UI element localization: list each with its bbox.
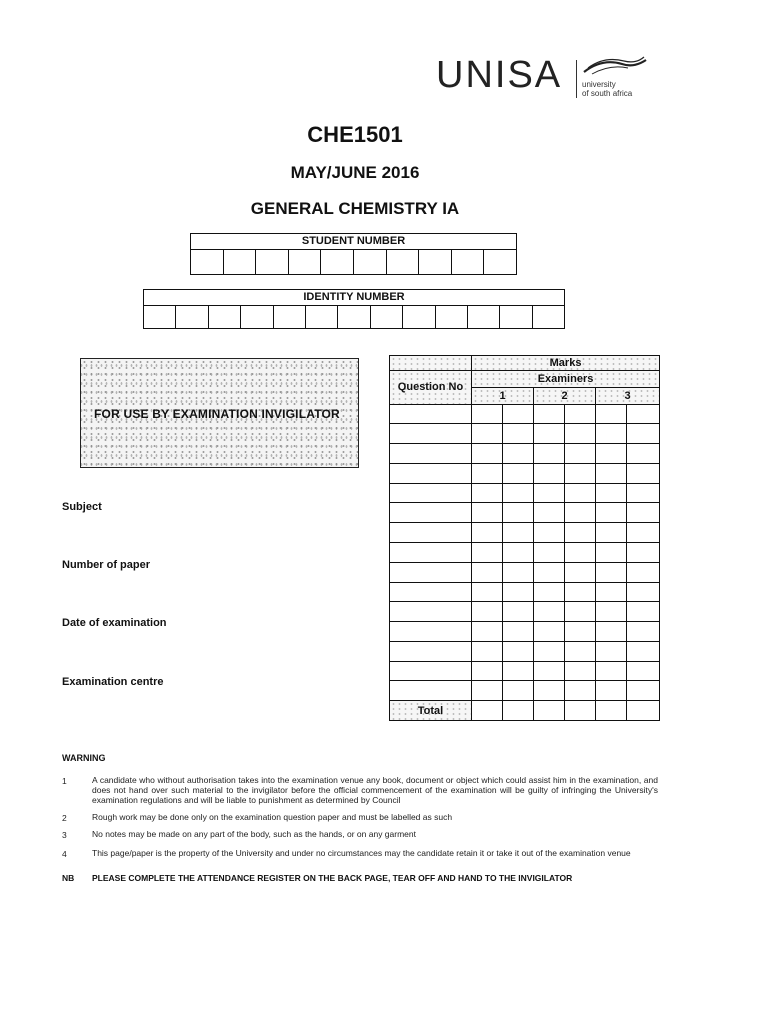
mark-cell[interactable] [472,582,503,602]
warning-title: WARNING [62,753,106,763]
warning-item-number: 2 [62,813,67,823]
marks-row [390,641,660,661]
mark-cell[interactable] [472,543,503,563]
mark-cell[interactable] [627,463,660,483]
question-no-cell[interactable] [390,424,472,444]
logo-subtitle [582,80,632,98]
logo-subline-1: university [582,80,616,89]
mark-cell[interactable] [472,641,503,661]
mark-cell[interactable] [472,424,503,444]
mark-cell[interactable] [627,444,660,464]
identity-number-cell[interactable] [436,306,468,328]
nb-label: NB [62,873,75,883]
marks-row [390,503,660,523]
mark-cell[interactable] [627,424,660,444]
examiner-1-header: 1 [472,388,534,404]
unisa-logo-icon [582,52,648,76]
identity-number-cell[interactable] [403,306,435,328]
examiner-2-header: 2 [534,388,596,404]
marks-header: Marks [472,356,660,371]
identity-number-cell[interactable] [371,306,403,328]
question-no-cell[interactable] [390,582,472,602]
mark-cell[interactable] [472,444,503,464]
question-no-cell[interactable] [390,463,472,483]
mark-cell[interactable] [503,681,534,701]
subject-label: Subject [62,501,102,513]
mark-cell[interactable] [627,582,660,602]
mark-cell[interactable] [596,483,627,503]
question-no-cell[interactable] [390,503,472,523]
warning-item-text: This page/paper is the property of the University and under no circumstances may the candidate retain it or take it out of the examination venue [92,848,631,858]
question-no-cell[interactable] [390,483,472,503]
mark-cell[interactable] [565,562,596,582]
total-mark-cell[interactable] [472,701,503,721]
mark-cell[interactable] [472,404,503,424]
student-number-cell[interactable] [256,250,289,274]
mark-cell[interactable] [565,523,596,543]
identity-number-label: IDENTITY NUMBER [144,290,564,306]
warning-item-text: No notes may be made on any part of the body, such as the hands, or on any garment [92,829,416,839]
question-no-cell[interactable] [390,661,472,681]
mark-cell[interactable] [565,483,596,503]
identity-number-cell[interactable] [338,306,370,328]
identity-number-cell[interactable] [176,306,208,328]
question-no-cell[interactable] [390,602,472,622]
mark-cell[interactable] [534,503,565,523]
mark-cell[interactable] [627,681,660,701]
marks-row [390,562,660,582]
mark-cell[interactable] [565,444,596,464]
logo-divider [576,60,577,98]
mark-cell[interactable] [565,503,596,523]
mark-cell[interactable] [472,681,503,701]
mark-cell[interactable] [565,582,596,602]
total-label: Total [390,701,472,721]
mark-cell[interactable] [596,404,627,424]
mark-cell[interactable] [503,641,534,661]
number-of-paper-label: Number of paper [62,559,151,571]
mark-cell[interactable] [503,622,534,642]
question-no-cell[interactable] [390,543,472,563]
identity-number-cell[interactable] [500,306,532,328]
examiners-header: Examiners [472,371,660,388]
identity-number-box [143,289,565,329]
examination-centre-label: Examination centre [62,676,164,688]
mark-cell[interactable] [534,562,565,582]
course-name: GENERAL CHEMISTRY IA [250,199,460,218]
mark-cell[interactable] [534,622,565,642]
question-no-cell[interactable] [390,562,472,582]
mark-cell[interactable] [503,582,534,602]
mark-cell[interactable] [503,424,534,444]
student-number-cell[interactable] [321,250,354,274]
question-no-cell[interactable] [390,444,472,464]
mark-cell[interactable] [596,641,627,661]
date-of-examination-label: Date of examination [62,617,167,629]
mark-cell[interactable] [472,661,503,681]
mark-cell[interactable] [534,641,565,661]
mark-cell[interactable] [627,562,660,582]
mark-cell[interactable] [565,463,596,483]
mark-cell[interactable] [596,681,627,701]
mark-cell[interactable] [534,681,565,701]
question-no-cell[interactable] [390,622,472,642]
mark-cell[interactable] [503,523,534,543]
marks-row [390,622,660,642]
mark-cell[interactable] [596,661,627,681]
question-no-header: Question No [390,371,472,404]
marks-row [390,661,660,681]
marks-row [390,444,660,464]
mark-cell[interactable] [472,562,503,582]
marks-row [390,523,660,543]
warning-item-number: 3 [62,830,67,840]
course-code: CHE1501 [307,122,403,147]
mark-cell[interactable] [534,404,565,424]
total-mark-cell[interactable] [596,701,627,721]
mark-cell[interactable] [627,602,660,622]
student-number-cell[interactable] [289,250,322,274]
mark-cell[interactable] [565,641,596,661]
question-no-cell[interactable] [390,523,472,543]
identity-number-cell[interactable] [274,306,306,328]
total-mark-cell[interactable] [534,701,565,721]
unisa-logo-text: UNISA [436,54,563,96]
exam-session: MAY/JUNE 2016 [290,163,420,182]
mark-cell[interactable] [503,463,534,483]
logo-subline-2: of south africa [582,89,633,98]
identity-number-cell[interactable] [533,306,564,328]
mark-cell[interactable] [627,622,660,642]
mark-cell[interactable] [596,622,627,642]
identity-number-cell[interactable] [209,306,241,328]
mark-cell[interactable] [503,602,534,622]
student-number-cell[interactable] [354,250,387,274]
marks-row [390,681,660,701]
warning-item-number: 1 [62,776,67,786]
mark-cell[interactable] [503,562,534,582]
mark-cell[interactable] [472,463,503,483]
mark-cell[interactable] [565,543,596,563]
warning-item-text: Rough work may be done only on the examination question paper and must be labelled as such [92,812,453,822]
marks-row [390,582,660,602]
marks-row [390,404,660,424]
mark-cell[interactable] [596,602,627,622]
mark-cell[interactable] [503,404,534,424]
mark-cell[interactable] [472,602,503,622]
student-number-label: STUDENT NUMBER [191,234,516,250]
mark-cell[interactable] [503,661,534,681]
mark-cell[interactable] [627,523,660,543]
warning-item-number: 4 [62,849,67,859]
mark-cell[interactable] [627,543,660,563]
mark-cell[interactable] [503,444,534,464]
invigilator-label: FOR USE BY EXAMINATION INVIGILATOR [94,407,340,421]
total-mark-cell[interactable] [627,701,660,721]
mark-cell[interactable] [534,602,565,622]
mark-cell[interactable] [472,483,503,503]
nb-text: PLEASE COMPLETE THE ATTENDANCE REGISTER ON THE BACK PAGE, TEAR OFF AND HAND TO THE INVIGILATOR [92,873,573,883]
question-no-cell[interactable] [390,404,472,424]
total-mark-cell[interactable] [503,701,534,721]
mark-cell[interactable] [596,503,627,523]
student-number-cell[interactable] [452,250,485,274]
student-number-cell[interactable] [387,250,420,274]
mark-cell[interactable] [534,424,565,444]
mark-cell[interactable] [627,641,660,661]
mark-cell[interactable] [627,404,660,424]
student-number-cell[interactable] [484,250,516,274]
warning-item-text: A candidate who without authorisation takes into the examination venue any book, document or object which could assist him in the examination, and does not hand over such material to the invigilator before the official commencement of the examination will be guilty of infringing the University's examination regulations and will be liable to punishment as determined by Council [92,775,658,805]
mark-cell[interactable] [472,503,503,523]
mark-cell[interactable] [472,523,503,543]
mark-cell[interactable] [596,463,627,483]
marks-row [390,463,660,483]
student-number-cell[interactable] [191,250,224,274]
student-number-box [190,233,517,275]
student-number-cell[interactable] [224,250,257,274]
mark-cell[interactable] [534,582,565,602]
mark-cell[interactable] [534,463,565,483]
marks-row [390,602,660,622]
mark-cell[interactable] [627,661,660,681]
identity-number-cell[interactable] [468,306,500,328]
mark-cell[interactable] [627,503,660,523]
mark-cell[interactable] [565,681,596,701]
mark-cell[interactable] [534,543,565,563]
mark-cell[interactable] [596,523,627,543]
examiner-3-header: 3 [596,388,660,404]
mark-cell[interactable] [534,483,565,503]
total-row [390,701,660,721]
mark-cell[interactable] [565,622,596,642]
mark-cell[interactable] [503,503,534,523]
mark-cell[interactable] [596,562,627,582]
mark-cell[interactable] [596,582,627,602]
mark-cell[interactable] [534,523,565,543]
mark-cell[interactable] [534,661,565,681]
mark-cell[interactable] [534,444,565,464]
identity-number-cell[interactable] [306,306,338,328]
mark-cell[interactable] [565,602,596,622]
mark-cell[interactable] [503,543,534,563]
marks-corner-cell [390,356,472,371]
mark-cell[interactable] [565,404,596,424]
identity-number-cell[interactable] [241,306,273,328]
mark-cell[interactable] [565,661,596,681]
marks-table [389,355,660,721]
student-number-cell[interactable] [419,250,452,274]
mark-cell[interactable] [565,424,596,444]
marks-row [390,543,660,563]
mark-cell[interactable] [503,483,534,503]
mark-cell[interactable] [596,424,627,444]
mark-cell[interactable] [627,483,660,503]
mark-cell[interactable] [472,622,503,642]
marks-row [390,424,660,444]
total-mark-cell[interactable] [565,701,596,721]
identity-number-cell[interactable] [144,306,176,328]
student-number-cells [191,250,516,274]
question-no-cell[interactable] [390,641,472,661]
marks-row [390,483,660,503]
identity-number-cells [144,306,564,328]
mark-cell[interactable] [596,444,627,464]
mark-cell[interactable] [596,543,627,563]
question-no-cell[interactable] [390,681,472,701]
